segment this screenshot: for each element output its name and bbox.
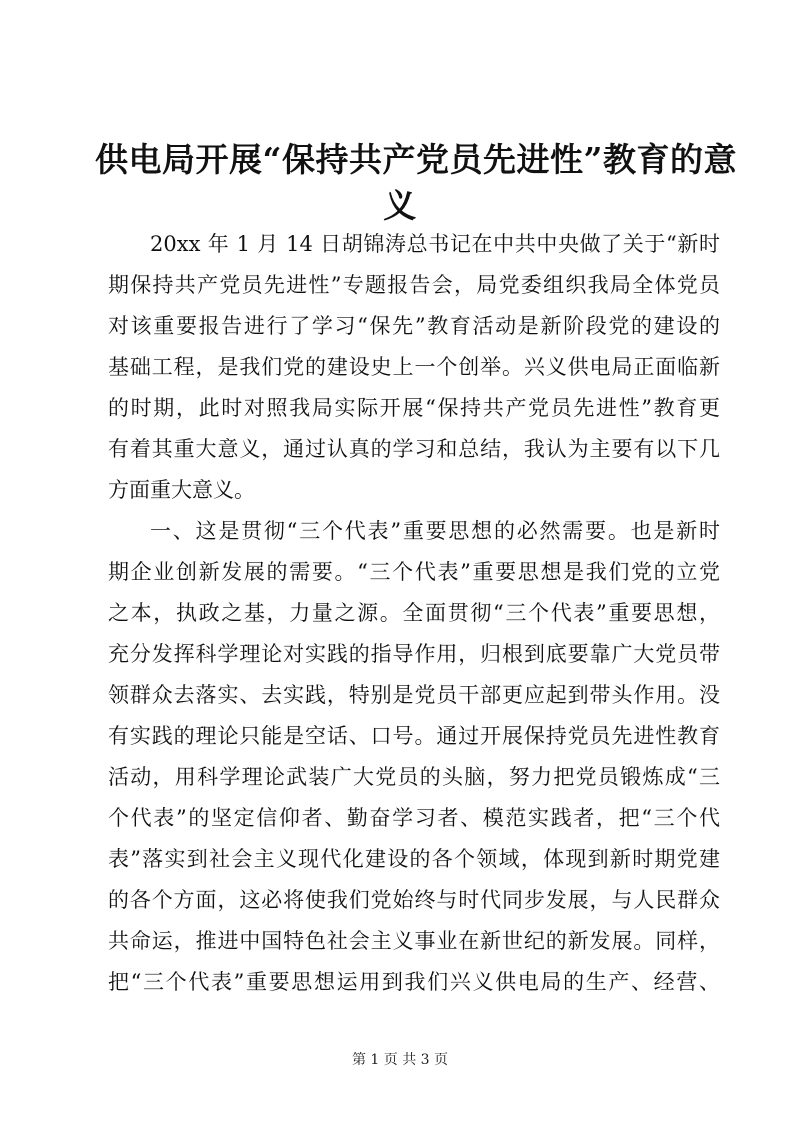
text-line: 活动，用科学理论武装广大党员的头脑，努力把党员锻炼成“三 bbox=[108, 765, 720, 789]
text-line: 充分发挥科学理论对实践的指导作用，归根到底要靠广大党员带 bbox=[108, 642, 720, 666]
text-line: 领群众去落实、去实践，特别是党员干部更应起到带头作用。没 bbox=[108, 683, 720, 707]
text-line: 对该重要报告进行了学习“保先”教育活动是新阶段党的建设的 bbox=[108, 314, 720, 338]
text-line: 有实践的理论只能是空话、口号。通过开展保持党员先进性教育 bbox=[108, 724, 720, 748]
text-line: 的时期，此时对照我局实际开展“保持共产党员先进性”教育更 bbox=[108, 396, 720, 420]
text-line: 20xx 年 1 月 14 日胡锦涛总书记在中共中央做了关于“新时 bbox=[150, 232, 720, 256]
paragraph-2 bbox=[108, 511, 720, 1003]
text-line: 把“三个代表”重要思想运用到我们兴义供电局的生产、经营、 bbox=[108, 970, 720, 994]
page-number-footer: 第 1 页 共 3 页 bbox=[351, 1052, 449, 1068]
text-line: 个代表”的坚定信仰者、勤奋学习者、模范实践者，把“三个代 bbox=[108, 806, 720, 830]
text-line: 的各个方面，这必将使我们党始终与时代同步发展，与人民群众 bbox=[108, 888, 720, 912]
text-line: 之本，执政之基，力量之源。全面贯彻“三个代表”重要思想， bbox=[108, 601, 720, 625]
paragraph-1 bbox=[108, 224, 720, 511]
document-title bbox=[95, 137, 737, 229]
text-line: 一、这是贯彻“三个代表”重要思想的必然需要。也是新时 bbox=[150, 519, 720, 543]
title-line: 供电局开展“保持共产党员先进性”教育的意 bbox=[95, 140, 737, 179]
text-line: 共命运，推进中国特色社会主义事业在新世纪的新发展。同样， bbox=[108, 929, 720, 953]
text-line: 表”落实到社会主义现代化建设的各个领域，体现到新时期党建 bbox=[108, 847, 720, 871]
text-line: 方面重大意义。 bbox=[108, 478, 255, 502]
text-line: 有着其重大意义，通过认真的学习和总结，我认为主要有以下几 bbox=[108, 437, 720, 461]
title-line: 义 bbox=[383, 186, 417, 225]
text-line: 基础工程，是我们党的建设史上一个创举。兴义供电局正面临新 bbox=[108, 355, 720, 379]
document-body bbox=[108, 224, 720, 1003]
text-line: 期企业创新发展的需要。“三个代表”重要思想是我们党的立党 bbox=[108, 560, 720, 584]
text-line: 期保持共产党员先进性”专题报告会，局党委组织我局全体党员 bbox=[108, 273, 720, 297]
